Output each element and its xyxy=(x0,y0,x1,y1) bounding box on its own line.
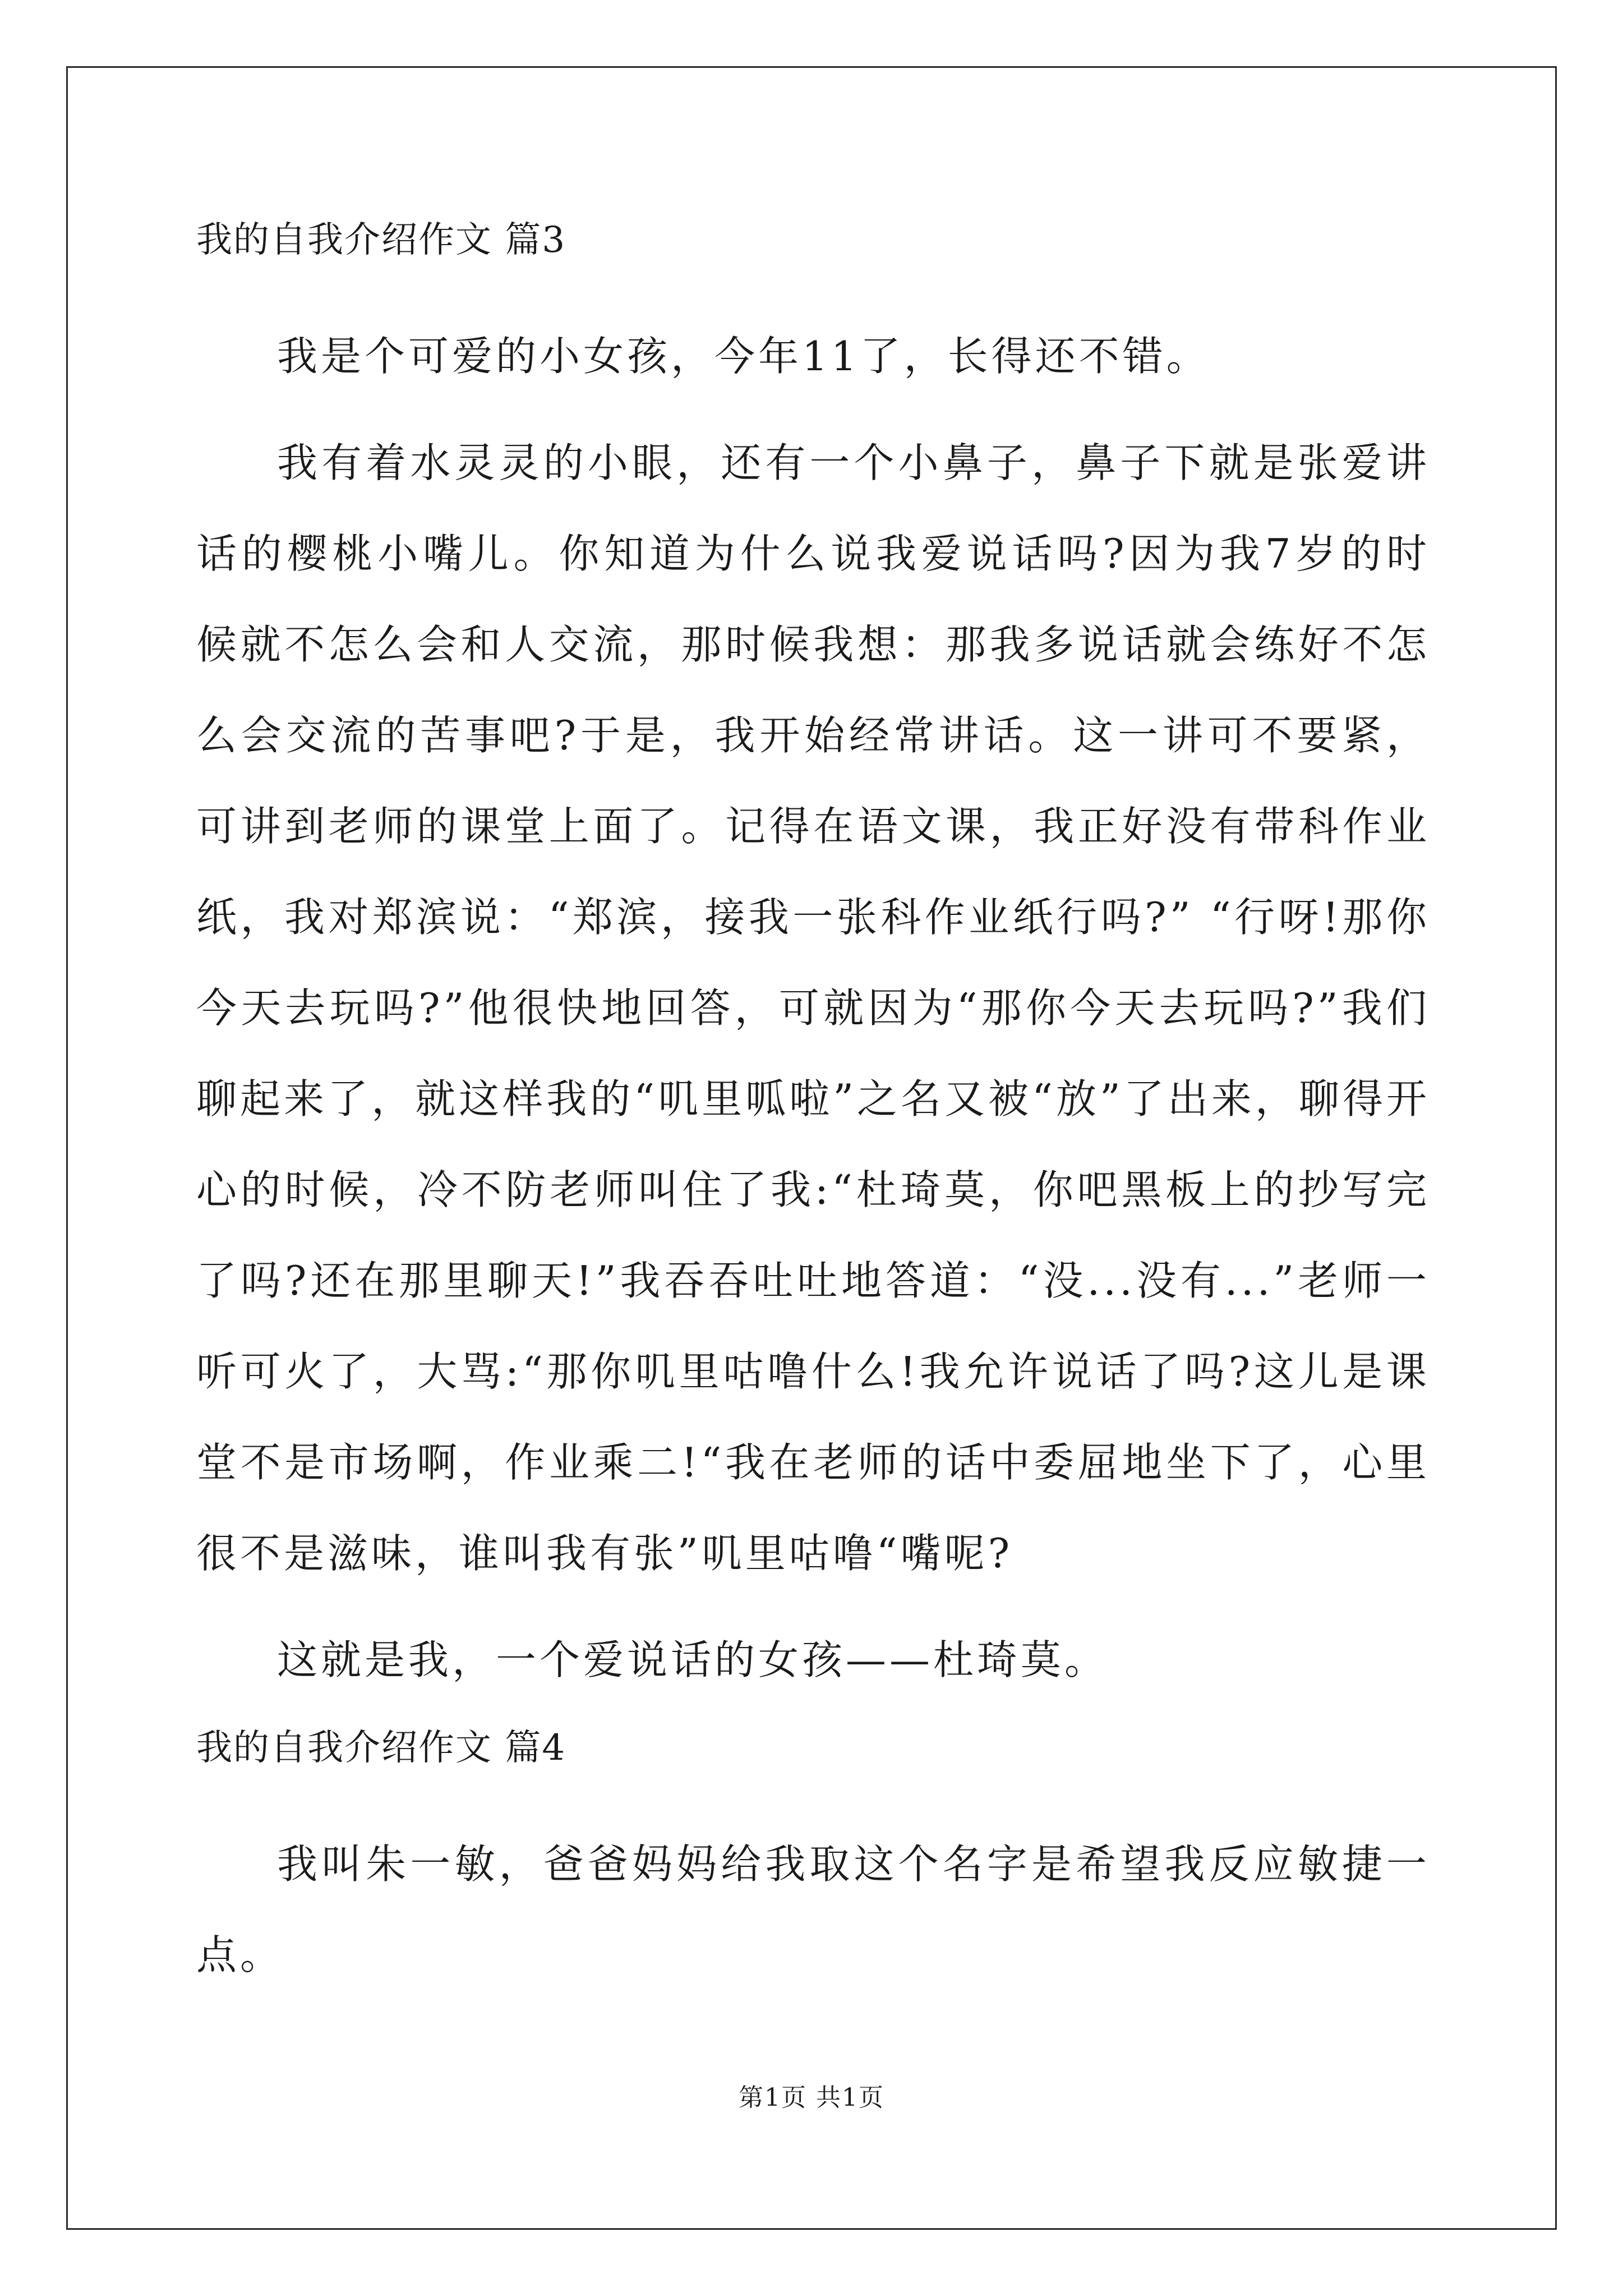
page-number-footer: 第1页 共1页 xyxy=(739,2083,884,2112)
paragraph-name-intro: 我叫朱一敏，爸爸妈妈给我取这个名字是希望我反应敏捷一点。 xyxy=(196,1841,1430,1978)
paragraph-story: 我有着水灵灵的小眼，还有一个小鼻子，鼻子下就是张爱讲话的樱桃小嘴儿。你知道为什么说我爱说话吗?因为我7岁的时候就不怎么会和人交流，那时候我想：那我多说话就会练好不怎么会交流的苦事吧?于是，我开始经常讲话。这一讲可不要紧，可讲到老师的课堂上面了。记得在语文课，我正好没有带科作业纸，我对郑滨说：“郑滨，接我一张科作业纸行吗?” “行呀!那你今天去玩吗?”他很快地回答，可就因为“那你今天去玩吗?”我们聊起来了，就这样我的“叽里呱啦”之名又被“放”了出来，聊得开心的时候，冷不防老师叫住了我:“杜琦莫，你吧黑板上的抄写完了吗?还在那里聊天!”我吞吞吐吐地答道：“没...没有...”老师一听可火了，大骂:“那你叽里咕噜什么!我允许说话了吗?这儿是课堂不是市场啊，作业乘二!“我在老师的话中委屈地坐下了，心里很不是滋味，谁叫我有张”叽里咕噜“嘴呢? xyxy=(196,439,1430,1577)
paragraph-conclusion: 这就是我，一个爱说话的女孩——杜琦莫。 xyxy=(277,1636,1109,1683)
paragraph-intro: 我是个可爱的小女孩，今年11了，长得还不错。 xyxy=(277,333,1210,380)
section-heading-3: 我的自我介绍作文 篇3 xyxy=(196,219,566,261)
document-body xyxy=(196,213,1430,2016)
section-heading-4: 我的自我介绍作文 篇4 xyxy=(196,1727,566,1769)
